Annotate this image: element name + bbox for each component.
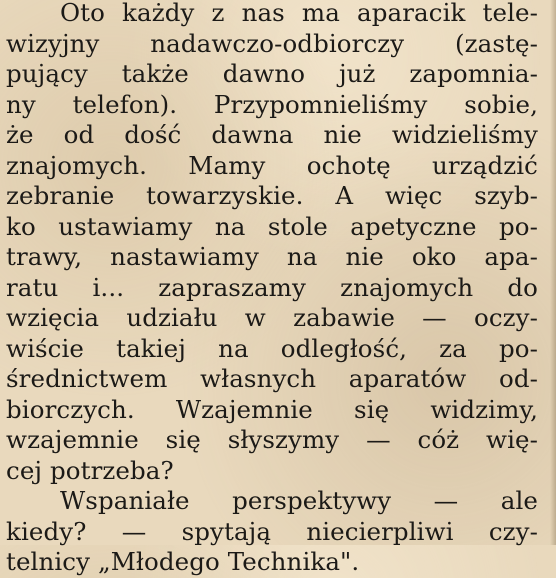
text-line: trawy, nastawiamy na nie oko apa- <box>6 242 538 271</box>
text-line: ratu i... zapraszamy znajomych do <box>6 272 538 302</box>
text-line: wiście takiej na odległość, za po- <box>6 333 538 363</box>
text-line: że od dość dawna nie widzieliśmy <box>6 120 538 149</box>
text-line: cej potrzeba? <box>6 455 174 485</box>
paper-edge-shadow <box>550 0 556 545</box>
text-line: ny telefon). Przypomnieliśmy sobie, <box>6 89 538 119</box>
text-line: zebranie towarzyskie. A więc szyb- <box>6 181 538 210</box>
text-line: Oto każdy z nas ma aparacik tele- <box>60 0 538 27</box>
text-line: kiedy? — spytają niecierpliwi czy- <box>6 516 538 546</box>
text-line: wizyjny nadawczo-odbiorczy (zastę- <box>6 28 538 58</box>
text-line: znajomych. Mamy ochotę urządzić <box>6 150 538 180</box>
text-line: Wspaniałe perspektywy — ale <box>60 486 538 515</box>
text-line: biorczych. Wzajemnie się widzimy, <box>6 394 538 424</box>
text-line: pujący także dawno już zapomnia- <box>6 59 538 88</box>
text-line: wzięcia udziału w zabawie — oczy- <box>6 303 538 332</box>
text-line: wzajemnie się słyszymy — cóż wię- <box>6 425 538 454</box>
text-line: średnictwem własnych aparatów od- <box>6 364 538 393</box>
text-line: telnicy „Młodego Technika". <box>6 547 360 576</box>
text-line: ko ustawiamy na stole apetyczne po- <box>6 211 538 241</box>
